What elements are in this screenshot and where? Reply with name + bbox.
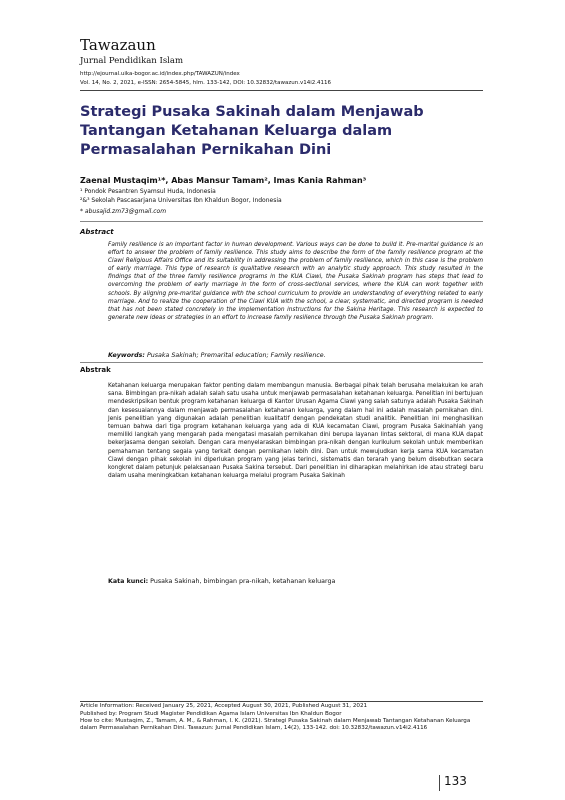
abstract-divider xyxy=(80,221,483,222)
journal-subtitle: Jurnal Pendidikan Islam xyxy=(80,56,184,66)
article-information: Article Information: Received January 25, 2021, Accepted August 30, 2021, Published August 31, 2021 xyxy=(80,703,368,709)
keywords-value: Pusaka Sakinah; Premarital education; Family resilience. xyxy=(146,352,326,359)
header-divider xyxy=(80,90,483,91)
journal-name: Tawazaun xyxy=(80,36,156,54)
published-by: Published by: Program Studi Magister Pendidikan Agama Islam Universitas Ibn Khaldun Bogor xyxy=(80,711,342,717)
journal-meta: Vol. 14, No. 2, 2021, e-ISSN: 2654-5845, hlm. 133-142, DOI: 10.32832/tawazun.v14i2.4116 xyxy=(80,80,332,86)
abstrak-divider xyxy=(80,362,483,363)
footer-divider xyxy=(80,701,483,702)
keywords xyxy=(108,352,326,359)
correspondence-email[interactable]: * abusajid.zm73@gmail.com xyxy=(80,208,167,215)
page-number: 133 xyxy=(444,774,467,788)
abstrak-text: Ketahanan keluarga merupakan faktor penting dalam membangun manusia. Berbagai pihak telah berusaha melakukan ke arah sana. Bimbingan pra-nikah adalah salah satu usaha untuk menjawab permasalahan ketahanan keluarga. Penelitian ini bertujuan mendeskripsikan bentuk program ketahanan keluarga di Kantor Urusan Agama Ciawi yang salah satunya adalah Pusaka Sakinah dan kesesuaiannya dalam menjawab permasalahan ketahanan keluarga, yang dalam hal ini adalah masalah pernikahan dini. Jenis penelitian yang digunakan adalah penelitian kualitatif dengan pendekatan studi analitik. Penelitian ini menghasilkan temuan bahwa dari tiga program ketahanan keluarga yang ada di KUA kecamatan Ciawi, program Pusaka Sakinahlah yang memiliki langkah yang mengarah pada mengatasi masalah pernikahan dini berupa layanan lintas sektoral, di mana KUA dapat bekerjasama dengan sekolah. Dengan cara menyelaraskan bimbingan pra-nikah dengan kurikulum sekolah untuk memberikan pemahaman tentang segala yang terkait dengan pernikahan lebih dini. Dan untuk mewujudkan kerja sama KUA kecamatan Ciawi dengan pihak sekolah ini diperlukan program yang jelas terinci, sistematis dan terarah yang belum disebutkan secara kongkret dalam petunjuk pelaksanaan Pusaka Sakina tersebut. Dari penelitian ini diharapkan melahirkan ide atau strategi baru dalam usaha meningkatkan ketahanan keluarga melalui program Pusaka Sakinah xyxy=(108,383,483,480)
kata-kunci-value: Pusaka Sakinah, bimbingan pra-nikah, ketahanan keluarga xyxy=(150,578,336,585)
keywords-label: Keywords: xyxy=(108,352,145,359)
title-line: Tantangan Ketahanan Keluarga dalam xyxy=(80,123,393,139)
title-line: Permasalahan Pernikahan Dini xyxy=(80,142,332,158)
authors: Zaenal Mustaqim¹*, Abas Mansur Tamam², Imas Kania Rahman³ xyxy=(80,176,367,185)
title-line: Strategi Pusaka Sakinah dalam Menjawab xyxy=(80,104,424,120)
page-number-bar xyxy=(439,775,440,791)
affiliation: ¹ Pondok Pesantren Syamsul Huda, Indonesia xyxy=(80,188,216,195)
abstract-heading: Abstract xyxy=(80,228,114,236)
kata-kunci-label: Kata kunci: xyxy=(108,578,149,585)
paper-title xyxy=(80,103,480,160)
abstrak-heading: Abstrak xyxy=(80,366,111,374)
journal-url[interactable]: http://ejournal.uika-bogor.ac.id/index.php/TAWAZUN/index xyxy=(80,71,240,77)
abstract-text: Family resilience is an important factor in human development. Various ways can be done to build it. Pre-marital guidance is an effort to answer the problem of family resilience. This study aims to describe the form of the family resilience program at the Ciawi Religious Affairs Office and its suitability in addressing the problem of family resilience, which in this case is the problem of early marriage. This type of research is qualitative research with an analytic study approach. This study resulted in the findings that of the three family resilience programs in the KUA Ciawi, the Pusaka Sakinah program has steps that lead to overcoming the problem of early marriage in the form of cross-sectional services, where the KUA can work together with schools. By aligning pre-marital guidance with the school curriculum to provide an understanding of everything related to early marriage. And to realize the cooperation of the Ciawi KUA with the school, a clear, systematic, and directed program is needed that has not been stated concretely in the implementation instructions for the Sakina Heritage. This research is expected to generate new ideas or strategies in an effort to increase family resilience through the Pusaka Sakinah program. xyxy=(108,242,483,321)
how-to-cite: How to cite: Mustaqim, Z., Tamam, A. M., & Rahman, I. K. (2021). Strategi Pusaka Sakinah dalam Menjawab Tantangan Ketahanan Keluarga dalam Permasalahan Pernikahan Dini. Tawazun: Jurnal Pendidikan Islam, 14(2), 133-142. doi: 10.32832/tawazun.v14i2.4116 xyxy=(80,718,471,732)
kata-kunci xyxy=(108,578,335,585)
affiliation: ²&³ Sekolah Pascasarjana Universitas Ibn Khaldun Bogor, Indonesia xyxy=(80,197,282,204)
